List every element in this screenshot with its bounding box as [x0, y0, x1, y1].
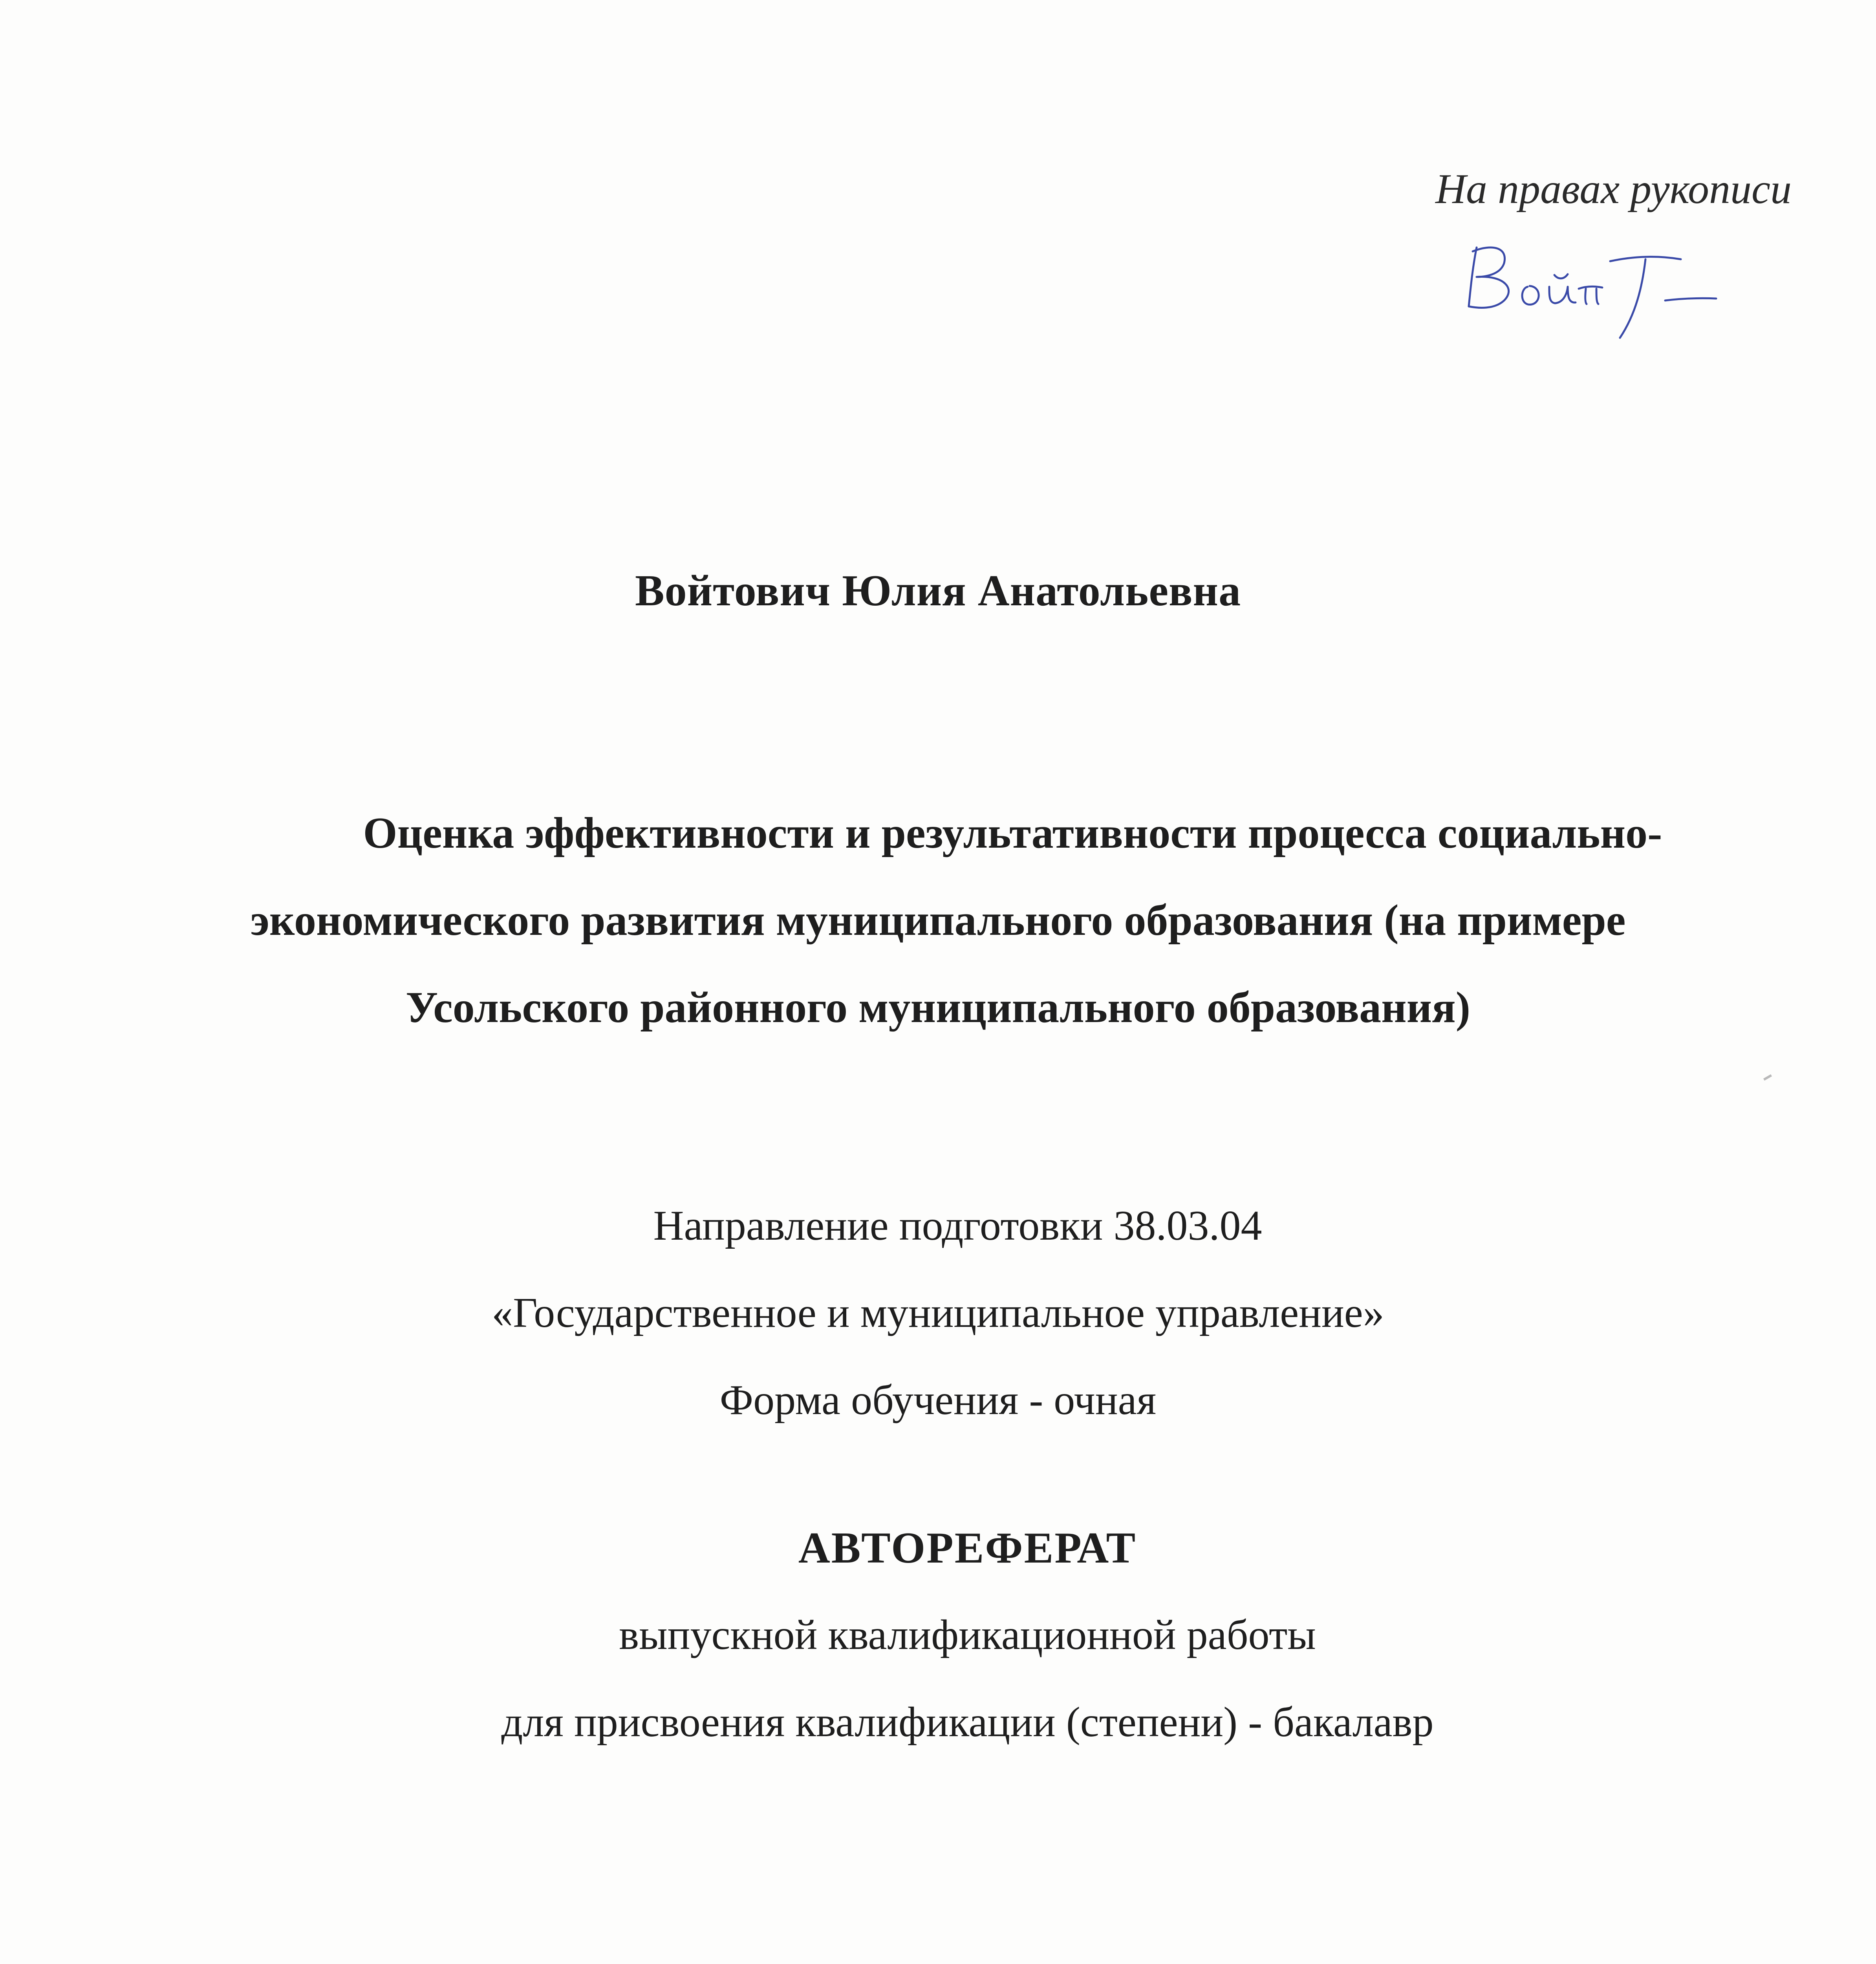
handwritten-signature — [1461, 220, 1736, 346]
study-form: Форма обучения - очная — [719, 1377, 1157, 1424]
thesis-title — [0, 790, 1876, 1051]
scan-speck — [1763, 1074, 1772, 1081]
thesis-title-line: экономического развития муниципального образования (на примере — [250, 896, 1626, 945]
thesis-title-line: Оценка эффективности и результативности процесса социально- — [363, 809, 1662, 857]
abstract-purpose: для присвоения квалификации (степени) - бакалавр — [501, 1699, 1434, 1746]
manuscript-note: На правах рукописи — [1435, 166, 1792, 213]
thesis-title-line: Усольского районного муниципального образования) — [405, 983, 1471, 1032]
abstract-subtitle: выпускной квалификационной работы — [619, 1612, 1316, 1658]
author-name: Войтович Юлия Анатольевна — [635, 566, 1241, 615]
abstract-section — [0, 1504, 1876, 1766]
study-specialty: «Государственное и муниципальное управление» — [492, 1290, 1384, 1336]
program-info — [0, 1182, 1876, 1444]
study-direction: Направление подготовки 38.03.04 — [653, 1202, 1262, 1249]
abstract-heading: АВТОРЕФЕРАТ — [798, 1524, 1137, 1572]
